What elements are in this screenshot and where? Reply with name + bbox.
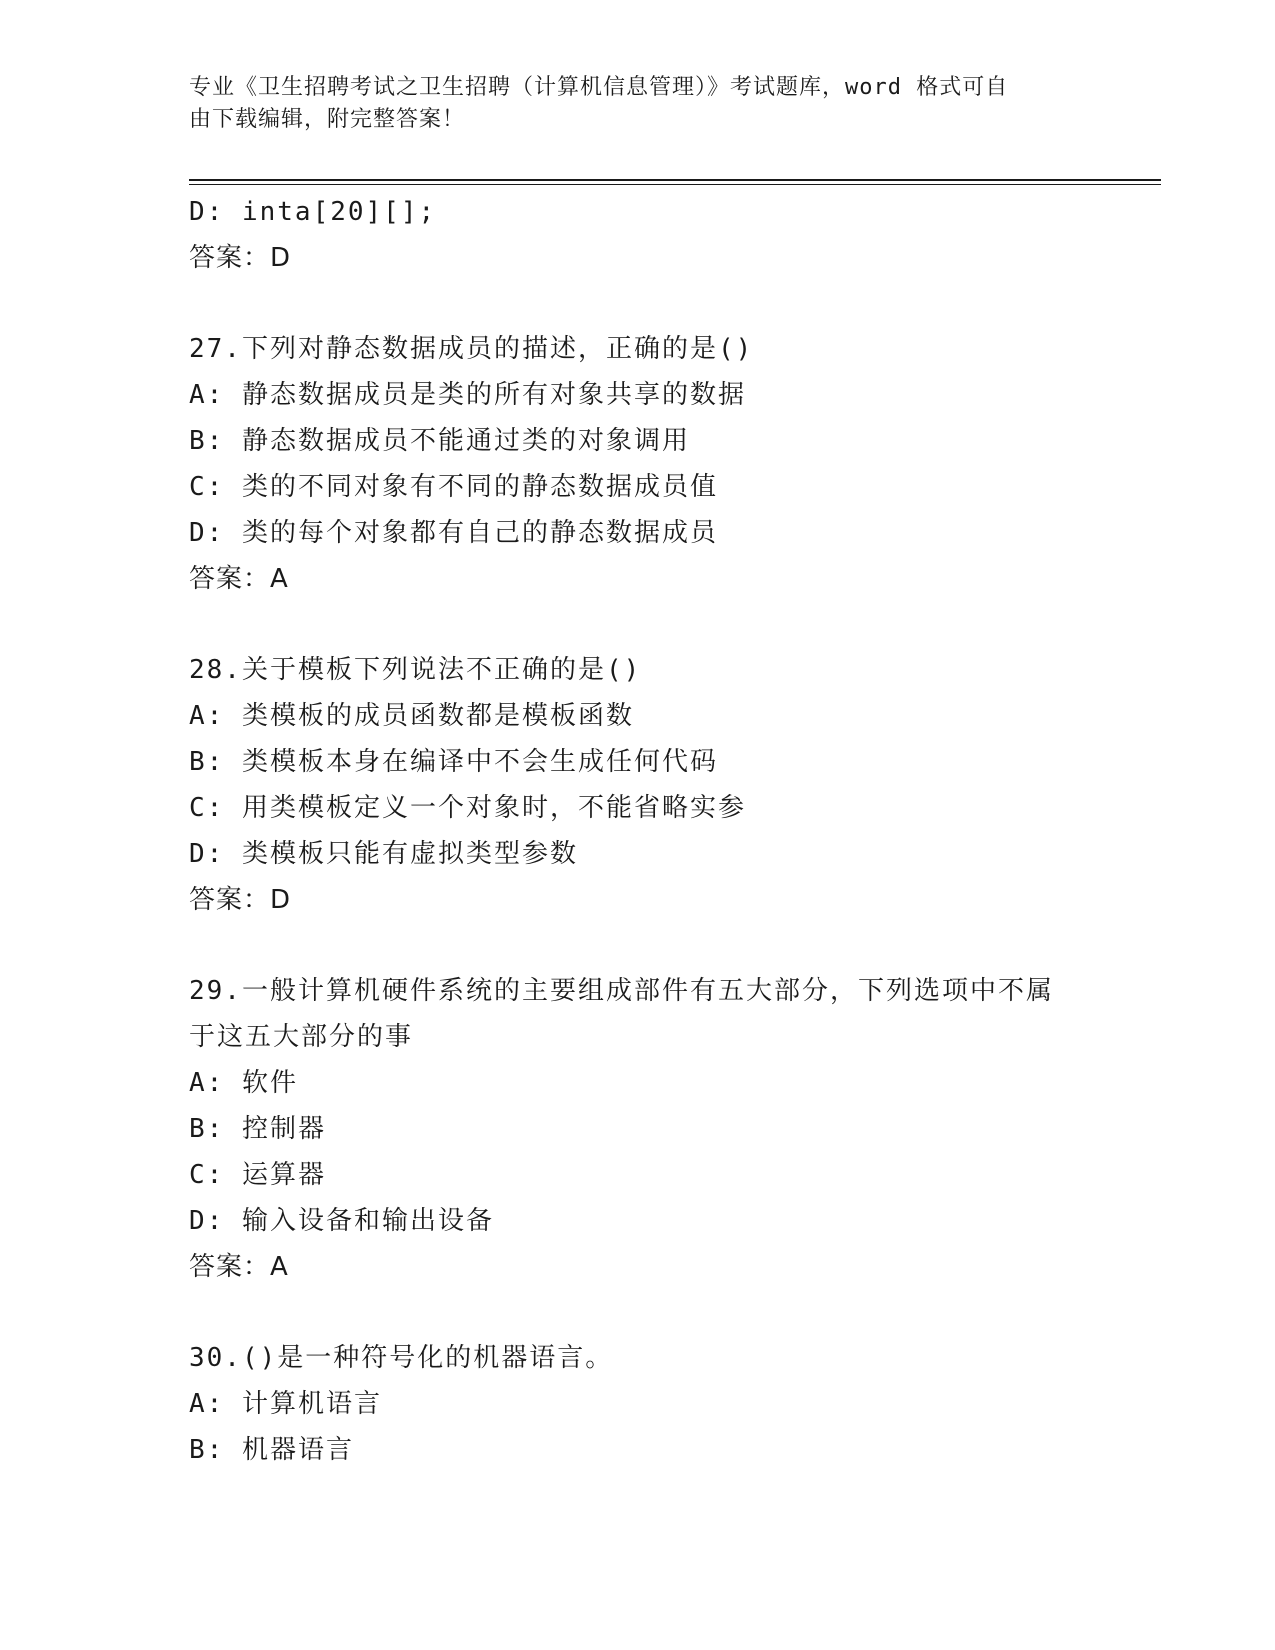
header-line-1: 专业《卫生招聘考试之卫生招聘（计算机信息管理）》考试题库，word 格式可自 xyxy=(189,75,1009,100)
header-divider-thin xyxy=(189,184,1161,185)
option-c: C: 用类模板定义一个对象时，不能省略实参 xyxy=(189,793,746,823)
question-list xyxy=(189,189,1149,1473)
document-header xyxy=(189,72,1089,136)
option-a: A: 软件 xyxy=(189,1068,298,1098)
question-gap xyxy=(189,923,1149,968)
question-28 xyxy=(189,647,1149,923)
option-d: D: inta[20][]; xyxy=(189,197,437,227)
option-a: A: 静态数据成员是类的所有对象共享的数据 xyxy=(189,380,746,410)
option-b: B: 控制器 xyxy=(189,1114,326,1144)
question-stem: 28.关于模板下列说法不正确的是() xyxy=(189,655,642,685)
question-stem: 27.下列对静态数据成员的描述，正确的是() xyxy=(189,334,754,364)
question-30 xyxy=(189,1335,1149,1473)
option-b: B: 类模板本身在编译中不会生成任何代码 xyxy=(189,747,718,777)
option-d: D: 类的每个对象都有自己的静态数据成员 xyxy=(189,518,718,548)
question-gap xyxy=(189,1290,1149,1335)
option-b: B: 静态数据成员不能通过类的对象调用 xyxy=(189,426,690,456)
question-27 xyxy=(189,326,1149,602)
question-gap xyxy=(189,281,1149,326)
option-a: A: 类模板的成员函数都是模板函数 xyxy=(189,701,634,731)
header-divider-thick xyxy=(189,179,1161,181)
answer-line: 答案：A xyxy=(189,564,289,594)
option-d: D: 输入设备和输出设备 xyxy=(189,1206,494,1236)
question-29 xyxy=(189,968,1149,1290)
option-c: C: 类的不同对象有不同的静态数据成员值 xyxy=(189,472,718,502)
answer-line: 答案：A xyxy=(189,1252,289,1282)
question-stem: 30.()是一种符号化的机器语言。 xyxy=(189,1343,614,1373)
option-d: D: 类模板只能有虚拟类型参数 xyxy=(189,839,578,869)
answer-line: 答案：D xyxy=(189,885,292,915)
option-c: C: 运算器 xyxy=(189,1160,326,1190)
header-line-2: 由下载编辑，附完整答案！ xyxy=(189,107,466,132)
answer-line: 答案：D xyxy=(189,243,292,273)
question-stem: 29.一般计算机硬件系统的主要组成部件有五大部分，下列选项中不属 xyxy=(189,976,1054,1006)
option-a: A: 计算机语言 xyxy=(189,1389,382,1419)
option-b: B: 机器语言 xyxy=(189,1435,354,1465)
question-stem-continued: 于这五大部分的事 xyxy=(189,1022,414,1052)
question-gap xyxy=(189,602,1149,647)
